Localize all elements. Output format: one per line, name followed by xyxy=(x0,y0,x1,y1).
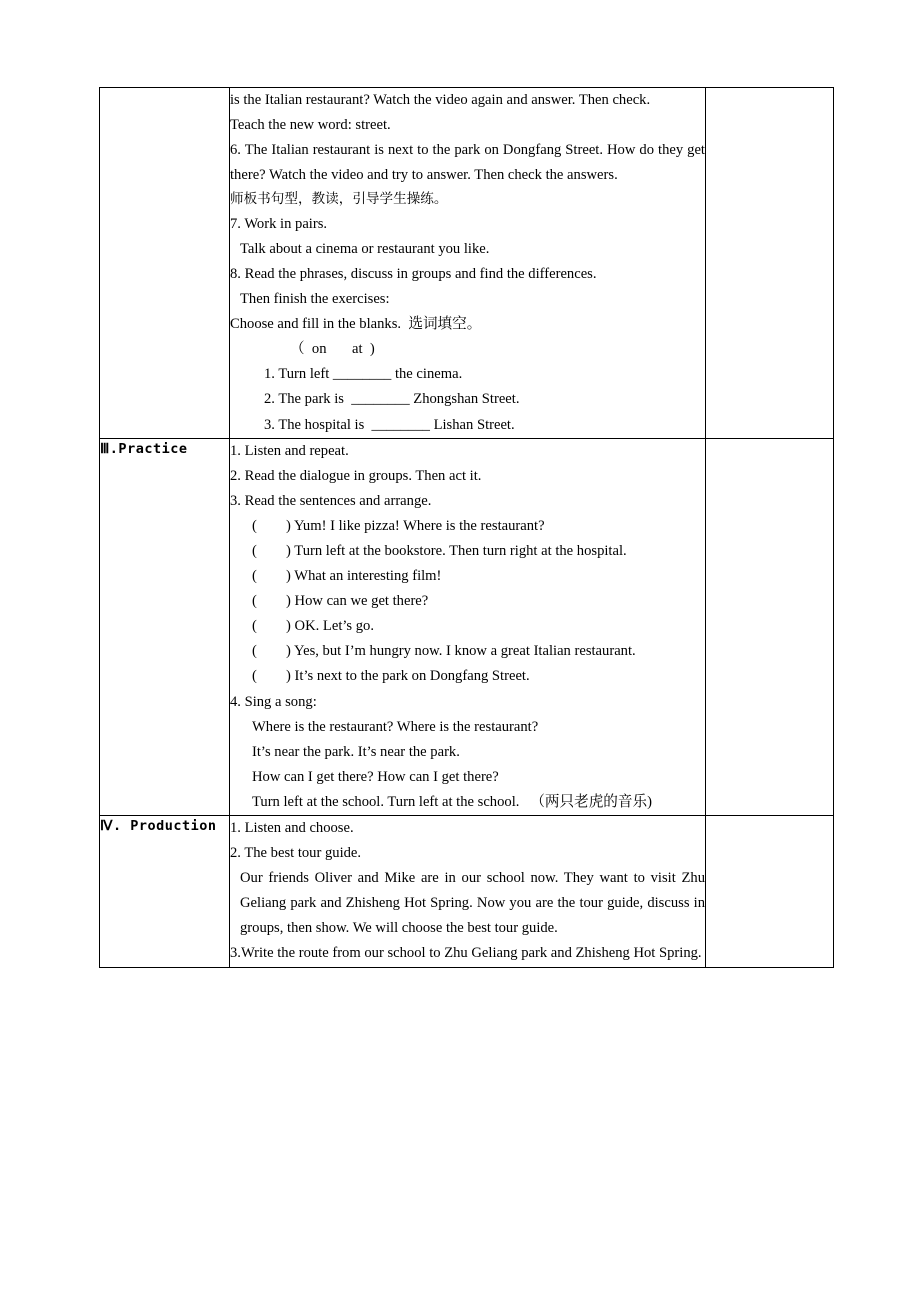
content-line: 1. Listen and choose. xyxy=(230,820,354,836)
content-line: 3.Write the route from our school to Zhu Geliang park and Zhisheng Hot Spring. xyxy=(230,945,702,962)
stage-cell-practice xyxy=(100,438,230,815)
stage-cell-production xyxy=(100,816,230,968)
table-row xyxy=(100,816,834,968)
content-line: is the Italian restaurant? Watch the video again and answer. Then check. xyxy=(230,92,651,108)
exercise-item: 2. The park is ________ Zhongshan Street. xyxy=(264,391,520,408)
content-cell-production xyxy=(230,816,709,968)
stage-label-practice: Ⅲ.Practice xyxy=(100,440,188,457)
lesson-plan-table xyxy=(99,87,834,968)
content-line: 7. Work in pairs. xyxy=(230,215,328,232)
notes-cell xyxy=(706,88,834,439)
content-cell-practice xyxy=(230,438,706,815)
content-line: 8. Read the phrases, discuss in groups and find the differences. xyxy=(230,265,597,282)
content-line: 2. The best tour guide. xyxy=(230,845,362,862)
song-line: It’s near the park. It’s near the park. xyxy=(252,743,460,760)
song-line: Turn left at the school. Turn left at the school. （两只老虎的音乐) xyxy=(252,793,652,810)
content-line: Choose and fill in the blanks. 选词填空。 xyxy=(230,316,482,333)
content-line: 2. Read the dialogue in groups. Then act it. xyxy=(230,467,482,484)
table-row xyxy=(100,438,834,815)
notes-cell xyxy=(706,816,834,968)
content-line: 1. Listen and repeat. xyxy=(230,442,349,459)
table-row xyxy=(100,88,834,439)
content-line: Our friends Oliver and Mike are in our school now. They want to visit Zhu Geliang park and Zhisheng Hot Spring. Now you are the tour guide, discuss in groups, then show. We will choose the best tour guide. xyxy=(240,870,709,937)
content-line-options: （ on at ) xyxy=(290,341,375,358)
content-cell xyxy=(230,88,709,439)
arrange-item: ( ) What an interesting film! xyxy=(252,568,442,585)
stage-label-production: Ⅳ. Production xyxy=(100,818,217,834)
content-line: 3. Read the sentences and arrange. xyxy=(230,492,432,509)
arrange-item: ( ) How can we get there? xyxy=(252,593,429,610)
content-line: 4. Sing a song: xyxy=(230,693,317,710)
arrange-item: ( ) Turn left at the bookstore. Then turn right at the hospital. xyxy=(252,542,627,559)
exercise-item: 3. The hospital is ________ Lishan Street. xyxy=(264,416,515,433)
content-line: 6. The Italian restaurant is next to the park on Dongfang Street. How do they get there? Watch the video and try to answer. Then check the answers. xyxy=(230,142,709,184)
arrange-item: ( ) It’s next to the park on Dongfang Street. xyxy=(252,668,530,685)
content-line: Talk about a cinema or restaurant you like. xyxy=(240,240,490,257)
content-line: Teach the new word: street. xyxy=(230,117,391,134)
arrange-item: ( ) OK. Let’s go. xyxy=(252,618,375,635)
arrange-item: ( ) Yes, but I’m hungry now. I know a great Italian restaurant. xyxy=(252,643,636,660)
arrange-item: ( ) Yum! I like pizza! Where is the restaurant? xyxy=(252,517,545,534)
content-line-cjk: 师板书句型，教读，引导学生操练。 xyxy=(230,191,448,208)
song-line: How can I get there? How can I get there? xyxy=(252,768,499,785)
exercise-item: 1. Turn left ________ the cinema. xyxy=(264,366,463,383)
notes-cell xyxy=(706,438,834,815)
stage-cell xyxy=(100,88,230,439)
song-line: Where is the restaurant? Where is the restaurant? xyxy=(252,718,539,735)
content-line: Then finish the exercises: xyxy=(240,291,390,308)
